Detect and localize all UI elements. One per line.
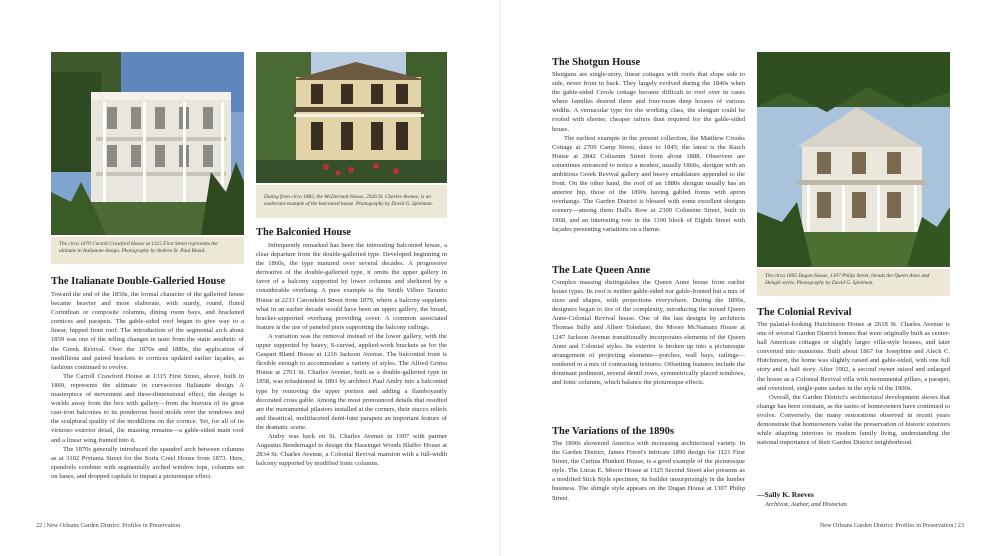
footer-left: 22 | New Orleans Garden District: Profiles in Preservation xyxy=(36,522,181,529)
section-heading-queen-anne: The Late Queen Anne xyxy=(552,265,651,276)
section-body-shotgun xyxy=(552,70,745,260)
photo-caption-2: Dating from circa 1882, the McDermott House, 2926 St. Charles Avenue, is an exuberant example of the balconied house. Photography by David G. Spielman. xyxy=(256,185,447,218)
section-heading-1890s: The Variations of the 1890s xyxy=(552,426,674,437)
photo-mcdermott-house xyxy=(256,52,447,183)
section-body-colonial-revival xyxy=(757,320,950,488)
section-body-1890s xyxy=(552,439,745,514)
section-heading-balconied: The Balconied House xyxy=(256,227,352,238)
paragraph: The 1890s showered America with increasing architectural variety. In the Garden District, James Freret's intricate 1890 design for 1121 First Street, the Curtius Plunkett House, is a good example of the picturesque style. The Lucas E. Moore House at 1325 Second Street also presents as a modified Stick Style specimen, its builder unsurprisingly in the lumber business. The shingle style appears on the Dugan House at 1307 Philip Street. xyxy=(552,440,745,502)
paragraph: The earliest example in the present collection, the Matthew Crooks Cottage at 2709 Camp Street, dates to 1845; the latest is the Rasch House at 2842 Coliseum Street from about 1888. Observers are sometimes entranced to notice a modest, usually 1860s, shotgun with an ambitious Greek Revival gallery and heavy entablature appended to the front. On the other hand, the roof of an 1880s shotgun usually has an anterior hip, those of the 1890s having gabled fronts with apron overhangs. The Garden District is blessed with some excellent shotgun scenery—among them Hall's Row at 2300 Coliseum Street, built in 1868, and an interesting row in the 1100 block of Eighth Street with façades presenting variations on a theme. xyxy=(552,134,745,233)
section-heading-colonial-revival: The Colonial Revival xyxy=(757,307,852,318)
section-body-balconied xyxy=(256,241,447,511)
photo-dugan-house xyxy=(757,52,950,267)
paragraph: The palatial-looking Hutchinson House at 2618 St. Charles Avenue is one of several Garden District homes that were originally built as center-hall American cottages or slightly larger villa-style houses, and later converted into mansions. Built about 1867 for Josephine and Aleck C. Hutchinson, the home was slightly raised and gable-sided, with one full story and a half story. After 1902, a second owner raised and enlarged the house as a Colonial Revival villa with monumental pillars, a parapet, and oversized, single-pane sashes in the style of the 1900s. xyxy=(757,321,950,392)
photo-caption-1: The circa 1870 Carroll Crawford House at 1315 First Street represents the ultimate in Italianate design. Photography by Andrea St. Paul Bland. xyxy=(51,237,244,264)
paragraph: Toward the end of the 1850s, the formal character of the galleried house became heavier and more elaborate, with sturdy, round, fluted Corinthian or composite columns, dining room bays, and bracketed cornices and parapets. The gable-sided roof began to give way to a linear, hipped front roof. The introduction of the segmental arch about 1859 was one of the telling changes in taste from the static aesthetic of the Greek Revival. Over the 1870s and 1880s, the application of modillions and paired brackets to cornices updated earlier façades, as fashions continued to evolve. xyxy=(51,291,244,371)
signature-name: —Sally K. Reeves xyxy=(757,490,814,499)
section-heading-italianate: The Italianate Double-Galleried House xyxy=(51,276,226,287)
paragraph: Shotguns are single-story, linear cottages with roofs that slope side to side, never front to back. They largely evolved during the 1840s when the gable-sided Creole cottage became difficult to roof over in cases where families desired three and four-room deep houses of various widths. A vernacular type for the working class, the shotgun could be roofed with shorter, cheaper rafters than required for the gable-sided house. xyxy=(552,71,745,133)
photo-carroll-crawford-house xyxy=(51,52,244,235)
section-heading-shotgun: The Shotgun House xyxy=(552,57,641,68)
section-body-italianate xyxy=(51,290,244,510)
page-gutter xyxy=(499,0,501,556)
paragraph: The Carroll Crawford House at 1315 First Street, above, built in 1869, represents the ultimate in curvaceous Italianate design. A masterpiece of movement and three-dimensional effect, the design is worlds away from the box with gallery—from the bravura of its great cast-iron balconies to its ponderous hood molds over the windows and the sculptural quality of the modillions on the cornice. Yet, for all of its virtuoso exterior detail, the massing remains—a gable-sided main roof and a linear wing framed into it. xyxy=(51,372,244,444)
photo-caption-3: The circa 1895 Dugan House, 1307 Philip Street, blends the Queen Anne and Shingle styles. Photography by David G. Spielman. xyxy=(757,269,950,296)
signature-role: Archivist, Author, and Historian xyxy=(765,501,847,508)
paragraph: Overall, the Garden District's architectural development shows that change has been constant, as the tastes of homeowners have continued to evolve. Conversely, the many restorations observed in recent years demonstrate that homeowners value the preservation of historic exteriors while adapting interiors to modern family living, understanding the national importance of their Garden District neighborhood. xyxy=(757,393,950,447)
footer-right: New Orleans Garden District: Profiles in Preservation | 23 xyxy=(819,522,964,529)
paragraph: A variation was the removal instead of the lower gallery, with the upper supported by heavy, S-curved, applied-work brackets as for the Gaspart Bland House at 1216 Jackson Avenue. The balconied front is flexible enough to accommodate a variety of styles. The Alfred Grima House at 2701 St. Charles Avenue, built as a double-galleried type in 1858, was refashioned in 1891 by architect Paul Andry into a balconied type by removing the upper portion and adding a flamboyantly decorated cross gable. Among the most pronounced details that resulted are the monumental pilasters installed at the corners, their stucco reliefs and theatrical, multifaceted demi-lune parapets an important feature of the dramatic scene. xyxy=(256,332,447,431)
section-body-queen-anne xyxy=(552,278,745,418)
paragraph: Andry was back on St. Charles Avenue in 1907 with partner Augustus Bendernagel to design the Hassinger Woods Blaffer House at 2834 St. Charles Avenue, a Colonial Revival mansion with a full-width balcony supported by modified Ionic columns. xyxy=(256,432,447,468)
paragraph: The 1870s generally introduced the spandrel arch between columns as at 3102 Prytania Street for the Soria Creel House from 1873. Here, spandrels combine with segmentally arched window tops, columns set on bases, and dropped capitals to impart a picturesque effect. xyxy=(51,445,244,480)
paragraph: Infrequently remarked has been the interesting balconied house, a clear departure from the double-galleried type. Developed beginning in the 1860s, the type matured over several decades. A progressive derivative of the double-galleried type, it omits the upper gallery in favor of a balcony supported by lower columns and sheltered by a considerable overhang. A pure example is the Smith Villere Taranto House at 2233 Carondelet Street from 1879, where a balcony supplants what in an earlier decade would have been an upper gallery, the broad, bracket-supported overhang providing cover. A common associated feature is the use of paneled piers supporting the balcony railings. xyxy=(256,242,447,331)
paragraph: Complex massing distinguishes the Queen Anne house from earlier house types. Its roof is neither gable-sided nor gable-fronted but a mix of sizes and shapes, with projections everywhere. During the 1890s, designers began to tire of the complexity, introducing the mixed Queen Anne-Colonial Revival house. One of the last designs by architects Thomas Sully and Albert Toledano, the Moore McNamara House at 1247 Jackson Avenue transitionally incorporates elements of the Queen Anne and Colonial styles. Its exterior is broken up into a picturesque arrangement of projecting elements—porches, wall bays, railings—rendered in a mix of contrasting textures. Offsetting features include the dominant pediment, several dentil rows, symmetrically placed windows, and Ionic columns, which balance the picturesque effects. xyxy=(552,279,745,387)
